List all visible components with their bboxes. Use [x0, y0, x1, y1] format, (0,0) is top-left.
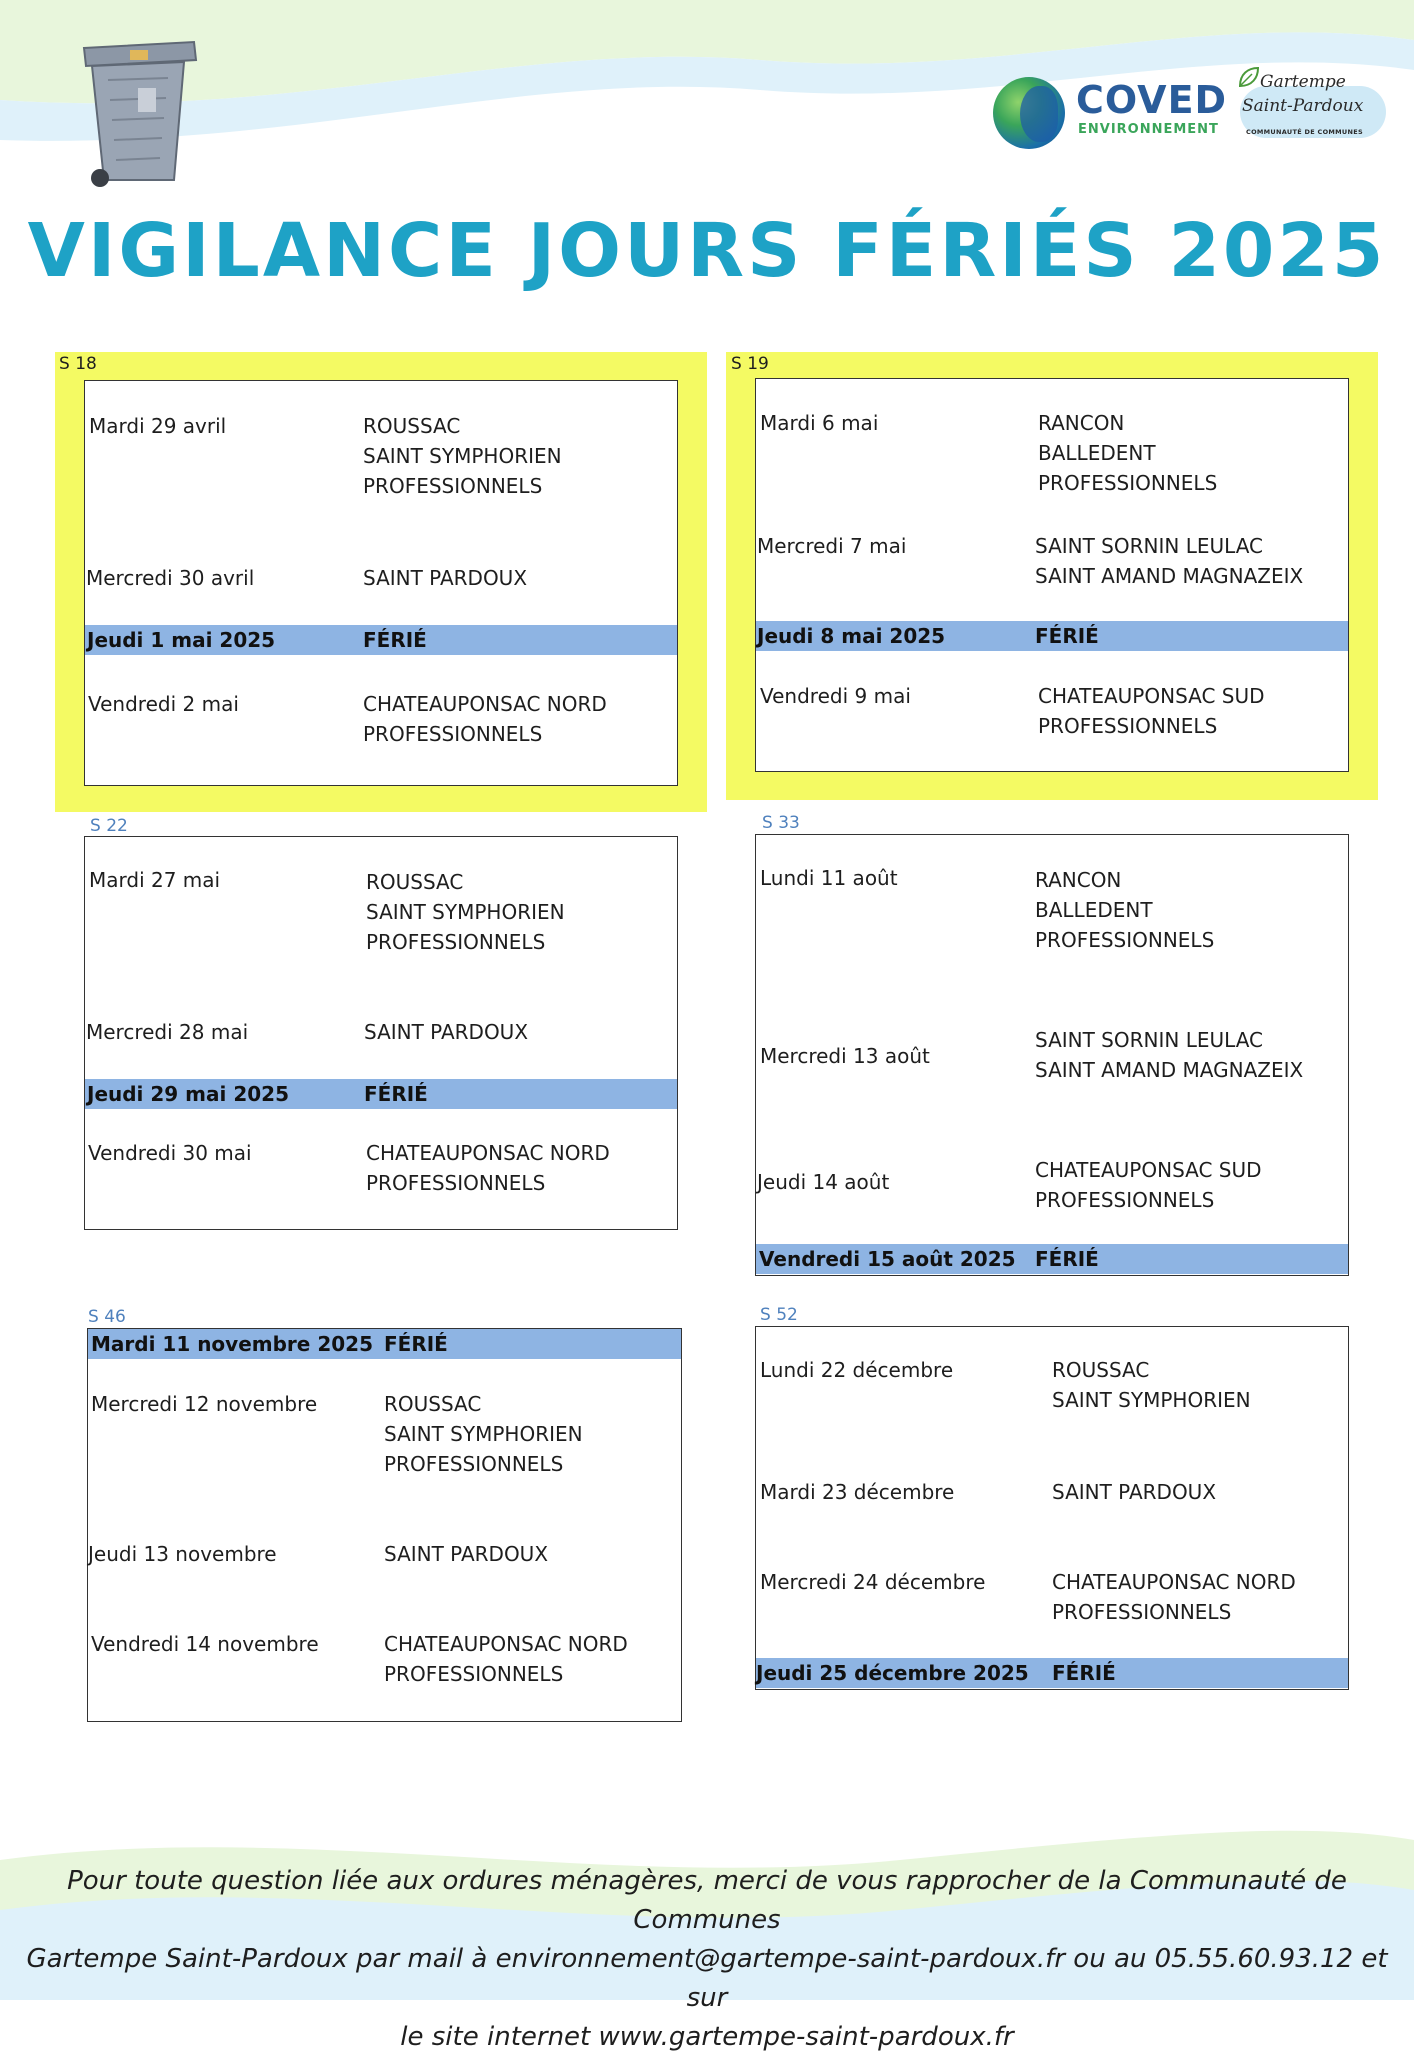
places-cell: FÉRIÉ [1035, 1247, 1099, 1271]
table-row [85, 867, 677, 967]
table-row [85, 411, 677, 511]
places-cell: RANCON BALLEDENT PROFESSIONNELS [1035, 868, 1215, 952]
places-cell: SAINT PARDOUX [1052, 1480, 1217, 1504]
table-row [85, 1017, 677, 1053]
table-row [85, 689, 677, 755]
places-cell: FÉRIÉ [364, 1082, 428, 1106]
schedule-table-s46 [87, 1328, 682, 1722]
places-cell: SAINT SORNIN LEULAC SAINT AMAND MAGNAZEIX [1035, 534, 1304, 588]
day-cell: Jeudi 29 mai 2025 [87, 1082, 289, 1106]
places-cell: FÉRIÉ [1052, 1661, 1116, 1685]
day-cell: Vendredi 9 mai [760, 684, 911, 708]
week-label-s33: S 33 [762, 813, 800, 833]
footer-line-2: Gartempe Saint-Pardoux par mail à environnement@gartempe-saint-pardoux.fr ou au 05.55.60.93.12 et sur [26, 1944, 1388, 2013]
day-cell: Lundi 11 août [760, 866, 898, 890]
table-row [756, 1155, 1348, 1221]
gsp-line2: Saint-Pardoux [1242, 96, 1364, 116]
table-row [85, 563, 677, 599]
coved-name: COVED [1076, 78, 1228, 122]
schedule-table-s52 [755, 1326, 1349, 1690]
day-cell: Jeudi 8 mai 2025 [757, 624, 946, 648]
schedule-table-s18 [84, 380, 678, 786]
week-label-s18: S 18 [59, 354, 97, 374]
day-cell: Mardi 27 mai [89, 868, 221, 892]
day-cell: Lundi 22 décembre [760, 1358, 954, 1382]
table-row [756, 1477, 1348, 1513]
places-cell: CHATEAUPONSAC NORD PROFESSIONNELS [366, 1141, 610, 1195]
holiday-row [85, 1079, 677, 1109]
day-cell: Jeudi 14 août [757, 1170, 890, 1194]
places-cell: CHATEAUPONSAC NORD PROFESSIONNELS [1052, 1570, 1296, 1624]
footer-line-3: le site internet www.gartempe-saint-pardoux.fr [400, 2022, 1014, 2052]
table-row [756, 865, 1348, 965]
places-cell: RANCON BALLEDENT PROFESSIONNELS [1038, 411, 1218, 495]
leaf-icon [1236, 64, 1262, 90]
schedule-table-s33 [755, 834, 1349, 1276]
gsp-line1: Gartempe [1260, 72, 1346, 92]
places-cell: CHATEAUPONSAC SUD PROFESSIONNELS [1038, 684, 1265, 738]
table-row [756, 1567, 1348, 1633]
holiday-row [756, 621, 1348, 651]
places-cell: CHATEAUPONSAC NORD PROFESSIONNELS [384, 1632, 628, 1686]
holiday-row [85, 625, 677, 655]
day-cell: Mardi 29 avril [89, 414, 227, 438]
places-cell: SAINT SORNIN LEULAC SAINT AMAND MAGNAZEIX [1035, 1028, 1304, 1082]
places-cell: ROUSSAC SAINT SYMPHORIEN PROFESSIONNELS [384, 1392, 583, 1476]
contact-footer [10, 1862, 1404, 2057]
day-cell: Jeudi 25 décembre 2025 [756, 1661, 1029, 1685]
day-cell: Jeudi 1 mai 2025 [87, 628, 276, 652]
places-cell: FÉRIÉ [384, 1332, 448, 1356]
table-row [756, 1025, 1348, 1091]
holiday-row [88, 1329, 681, 1359]
day-cell: Vendredi 2 mai [88, 692, 239, 716]
places-cell: SAINT PARDOUX [363, 566, 528, 590]
day-cell: Mercredi 30 avril [86, 566, 255, 590]
page-title: VIGILANCE JOURS FÉRIÉS 2025 [27, 208, 1387, 294]
day-cell: Mardi 6 mai [760, 411, 879, 435]
holiday-row [756, 1658, 1348, 1688]
day-cell: Vendredi 14 novembre [91, 1632, 319, 1656]
places-cell: SAINT PARDOUX [384, 1542, 549, 1566]
places-cell: ROUSSAC SAINT SYMPHORIEN PROFESSIONNELS [363, 414, 562, 498]
day-cell: Vendredi 30 mai [88, 1141, 252, 1165]
week-label-s52: S 52 [760, 1305, 798, 1325]
day-cell: Mercredi 28 mai [86, 1020, 249, 1044]
day-cell: Mardi 23 décembre [760, 1480, 955, 1504]
day-cell: Mercredi 12 novembre [91, 1392, 318, 1416]
schedule-table-s19 [755, 378, 1349, 772]
places-cell: FÉRIÉ [363, 628, 427, 652]
table-row [756, 531, 1348, 597]
week-label-s19: S 19 [731, 354, 769, 374]
places-cell: SAINT PARDOUX [364, 1020, 529, 1044]
places-cell: ROUSSAC SAINT SYMPHORIEN [1052, 1358, 1251, 1412]
day-cell: Mercredi 24 décembre [760, 1570, 986, 1594]
table-row [756, 408, 1348, 508]
places-cell: CHATEAUPONSAC NORD PROFESSIONNELS [363, 692, 607, 746]
schedule-table-s22 [84, 836, 678, 1230]
table-row [756, 1357, 1348, 1423]
day-cell: Vendredi 15 août 2025 [759, 1247, 1016, 1271]
table-row [756, 681, 1348, 747]
coved-logo [990, 74, 1228, 152]
gsp-line3: COMMUNAUTÉ DE COMMUNES [1246, 128, 1363, 136]
day-cell: Mercredi 7 mai [757, 534, 907, 558]
gartempe-logo [1230, 58, 1390, 154]
places-cell: CHATEAUPONSAC SUD PROFESSIONNELS [1035, 1158, 1262, 1212]
wheelie-bin-icon [78, 30, 200, 188]
footer-line-1: Pour toute question liée aux ordures ménagères, merci de vous rapprocher de la Communauté de Communes [67, 1866, 1347, 1935]
places-cell: FÉRIÉ [1035, 624, 1099, 648]
holiday-row [756, 1244, 1348, 1274]
table-row [88, 1629, 681, 1695]
day-cell: Mercredi 13 août [760, 1044, 930, 1068]
day-cell: Mardi 11 novembre 2025 [91, 1332, 373, 1356]
week-label-s22: S 22 [90, 816, 128, 836]
coved-sub: ENVIRONNEMENT [1078, 122, 1219, 137]
table-row [88, 1539, 681, 1575]
table-row [88, 1389, 681, 1489]
face-silhouette [1020, 86, 1058, 142]
week-label-s46: S 46 [88, 1307, 126, 1327]
places-cell: ROUSSAC SAINT SYMPHORIEN PROFESSIONNELS [366, 870, 565, 954]
day-cell: Jeudi 13 novembre [88, 1542, 277, 1566]
table-row [85, 1138, 677, 1204]
